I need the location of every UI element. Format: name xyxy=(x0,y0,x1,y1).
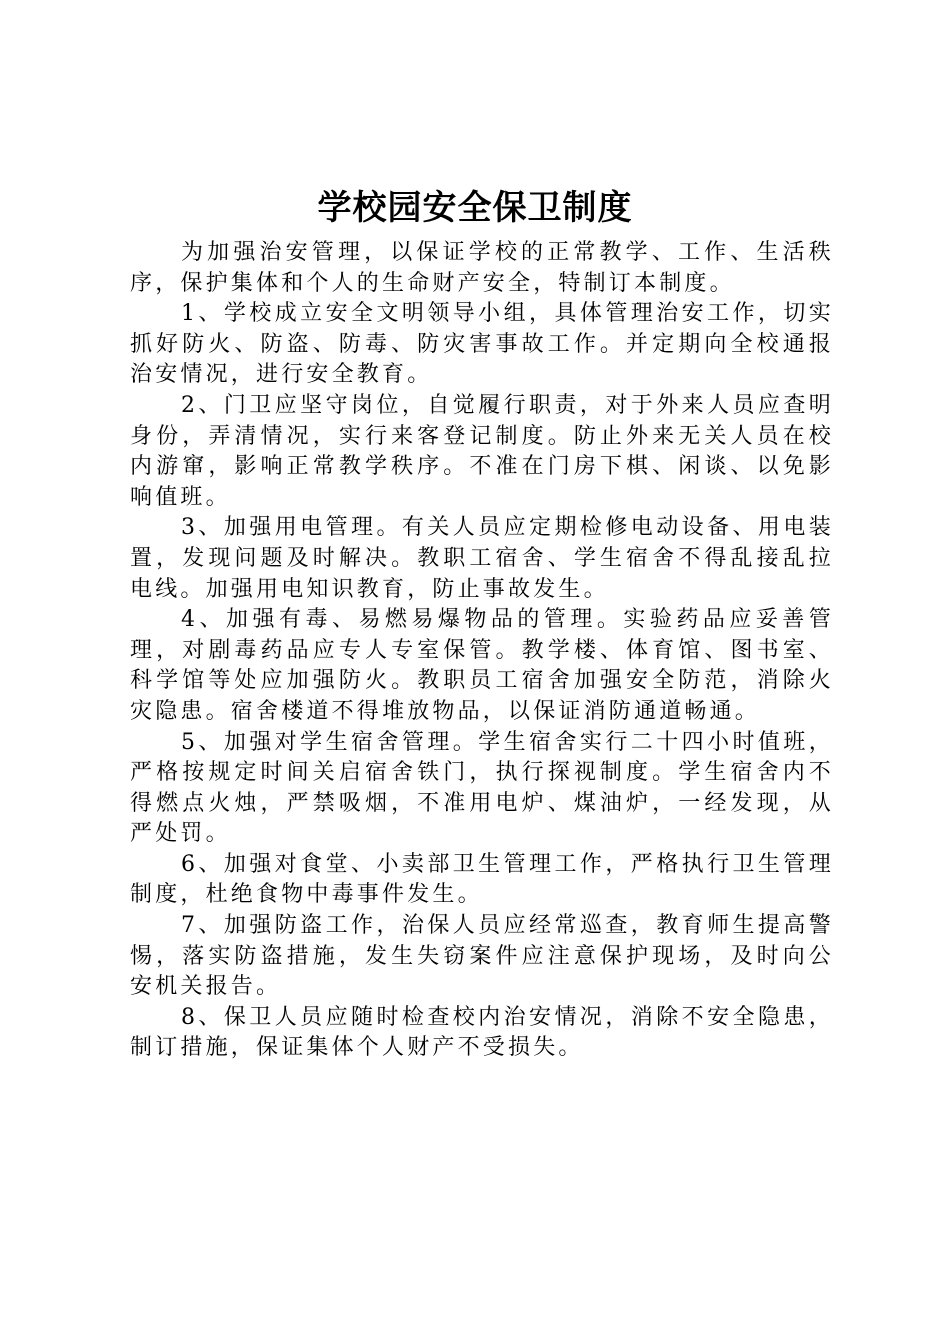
document-title: 学校园安全保卫制度 xyxy=(317,188,633,228)
rule-8-paragraph: 8、保卫人员应随时检查校内治安情况，消除不安全隐患，制订措施，保证集体个人财产不受损失。 xyxy=(130,1004,834,1061)
rule-1-paragraph: 1、学校成立安全文明领导小组，具体管理治安工作，切实抓好防火、防盗、防毒、防灾害事故工作。并定期向全校通报治安情况，进行安全教育。 xyxy=(130,301,834,388)
rule-4-paragraph: 4、加强有毒、易燃易爆物品的管理。实验药品应妥善管理，对剧毒药品应专人专室保管。教学楼、体育馆、图书室、科学馆等处应加强防火。教职员工宿舍加强安全防范，消除火灾隐患。宿舍楼道不得堆放物品，以保证消防通道畅通。 xyxy=(130,607,834,724)
rule-2-paragraph: 2、门卫应坚守岗位，自觉履行职责，对于外来人员应查明身份，弄清情况，实行来客登记制度。防止外来无关人员在校内游窜，影响正常教学秩序。不准在门房下棋、闲谈、以免影响值班。 xyxy=(130,392,834,510)
rule-3-paragraph: 3、加强用电管理。有关人员应定期检修电动设备、用电装置，发现问题及时解决。教职工宿舍、学生宿舍不得乱接乱拉电线。加强用电知识教育，防止事故发生。 xyxy=(130,515,834,602)
rule-5-paragraph: 5、加强对学生宿舍管理。学生宿舍实行二十四小时值班，严格按规定时间关启宿舍铁门，执行探视制度。学生宿舍内不得燃点火烛，严禁吸烟，不准用电炉、煤油炉，一经发现，从严处罚。 xyxy=(130,729,834,847)
rule-6-paragraph: 6、加强对食堂、小卖部卫生管理工作，严格执行卫生管理制度，杜绝食物中毒事件发生。 xyxy=(130,851,834,908)
intro-paragraph: 为加强治安管理，以保证学校的正常教学、工作、生活秩序，保护集体和个人的生命财产安全，特制订本制度。 xyxy=(130,240,834,296)
rule-7-paragraph: 7、加强防盗工作，治保人员应经常巡查，教育师生提高警惕，落实防盗措施，发生失窃案件应注意保护现场，及时向公安机关报告。 xyxy=(130,913,834,1000)
document-body xyxy=(130,238,834,1064)
